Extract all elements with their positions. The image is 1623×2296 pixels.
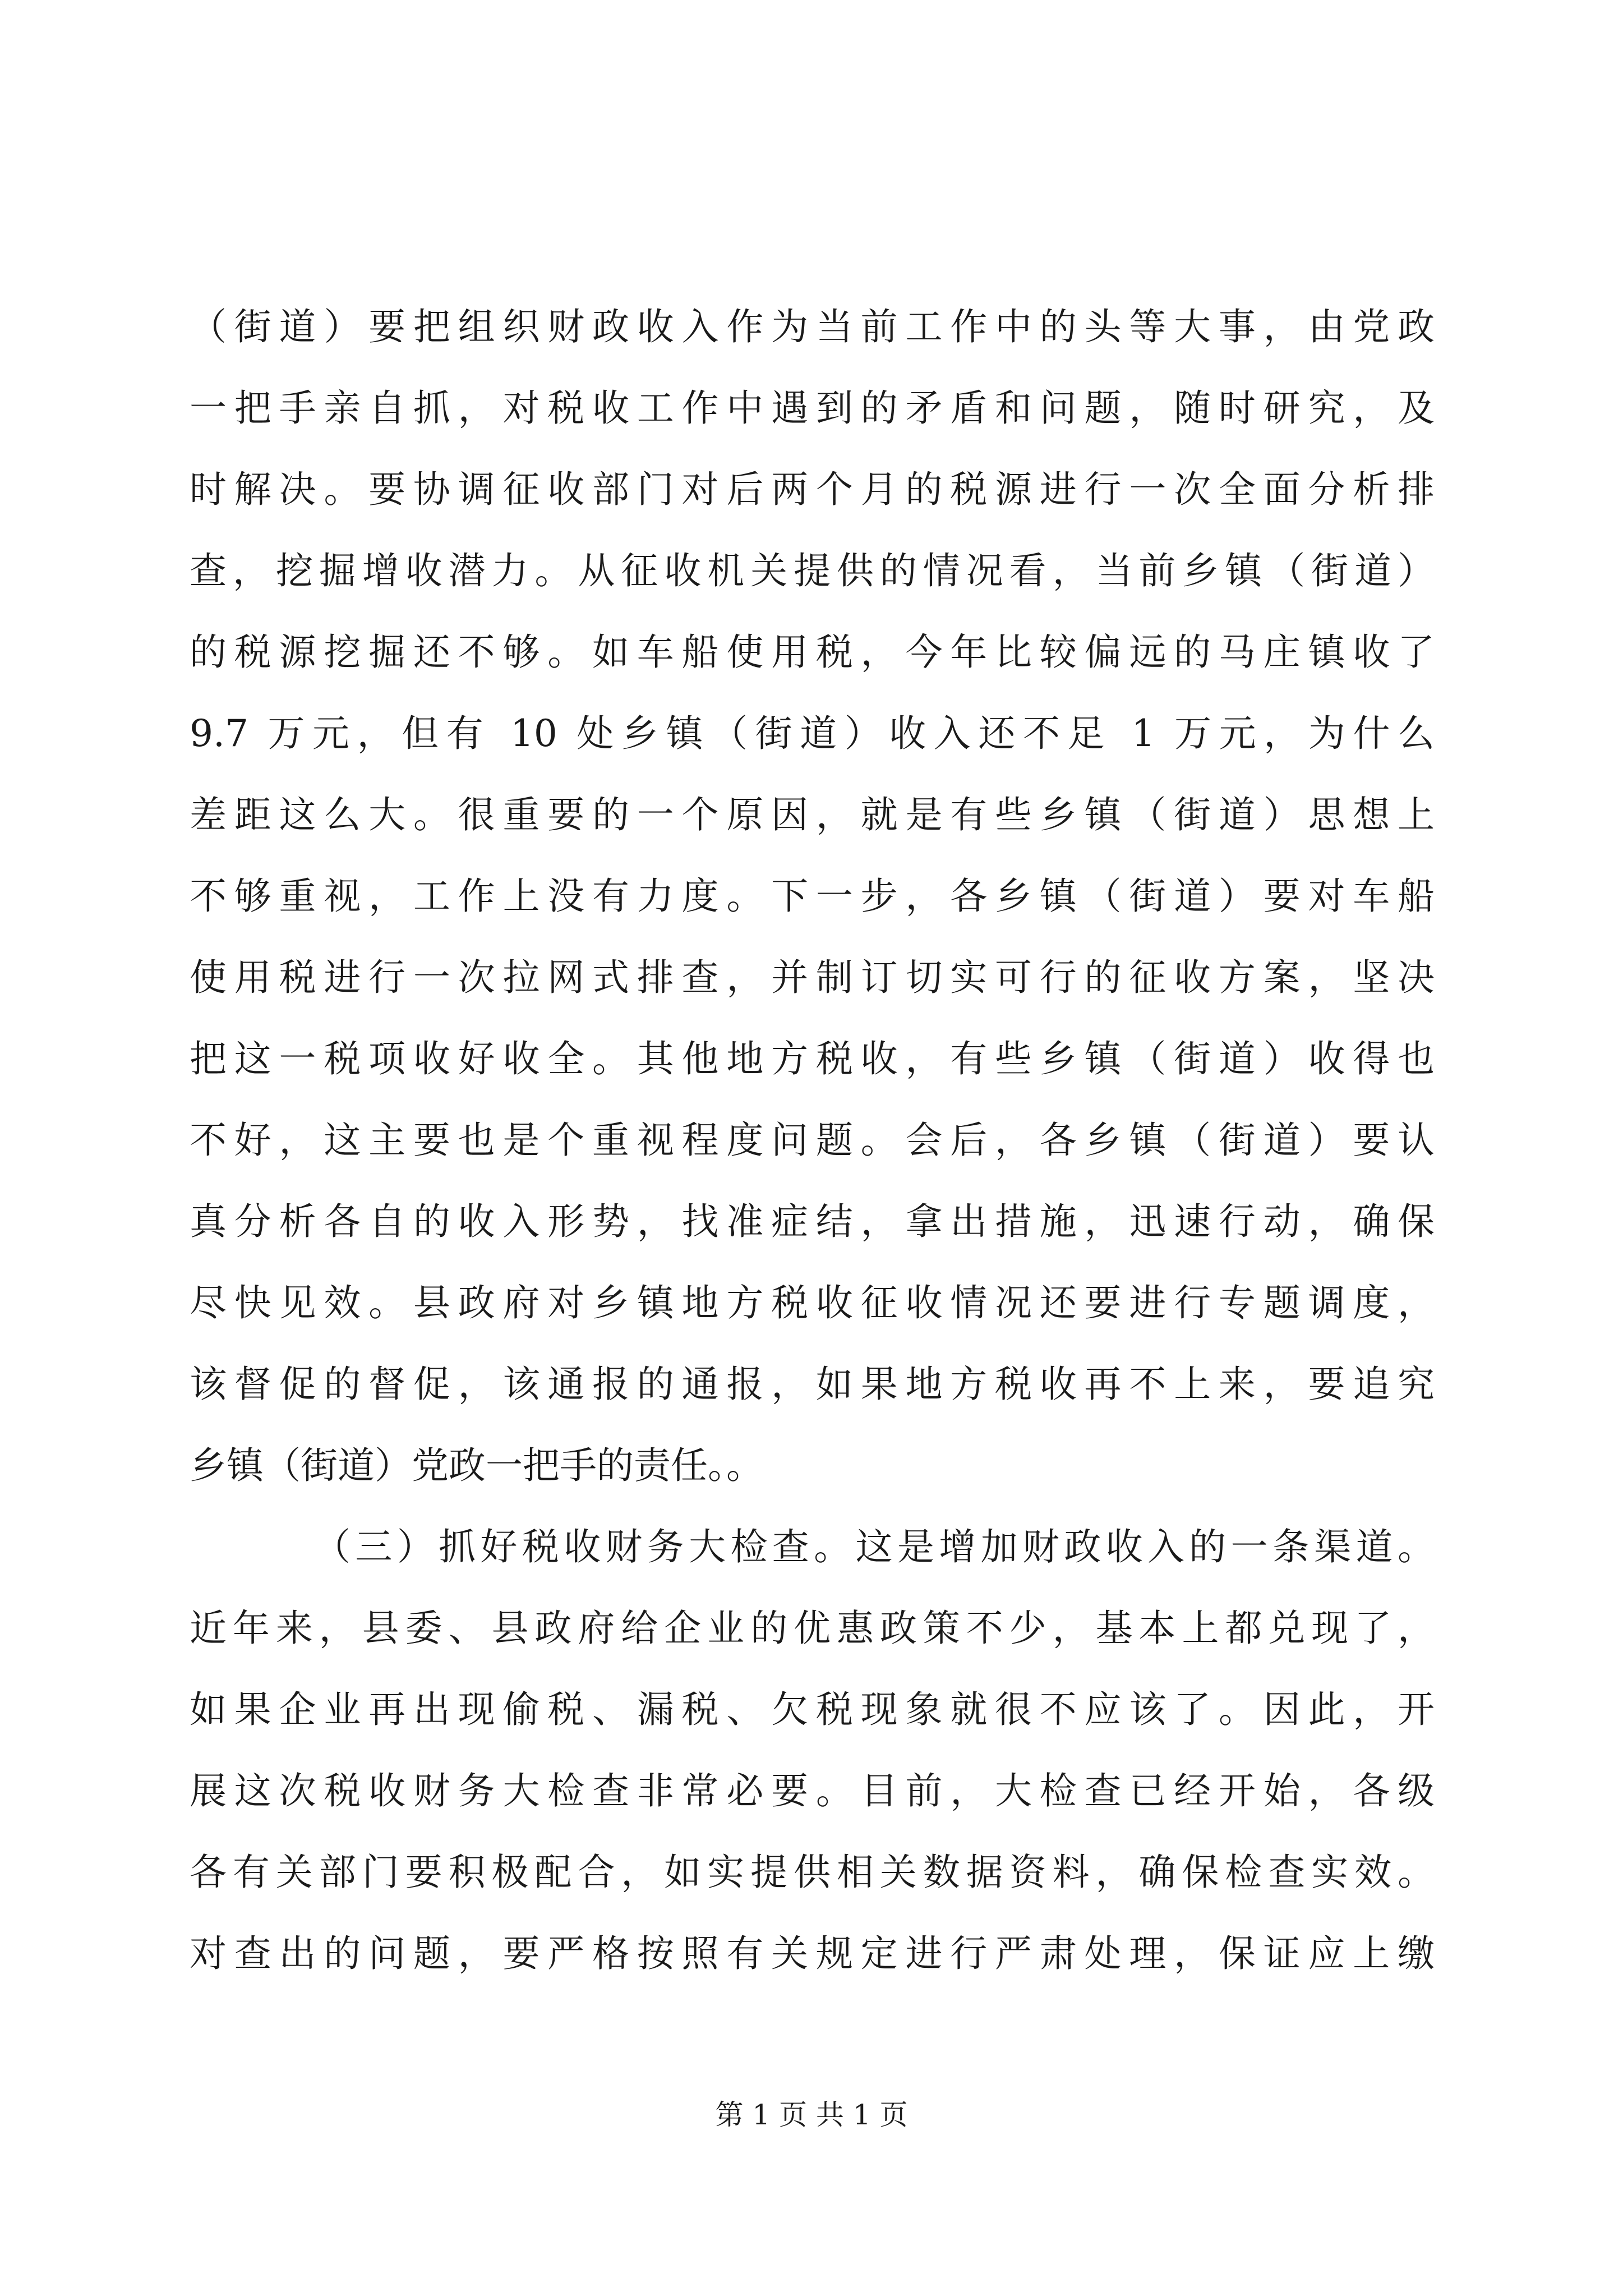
text-line: 使用税进行一次拉网式排查，并制订切实可行的征收方案，坚决 (190, 956, 1435, 999)
text-line: 时解决。要协调征收部门对后两个月的税源进行一次全面分析排 (190, 468, 1435, 511)
text-line: 不够重视，工作上没有力度。下一步，各乡镇（街道）要对车船 (190, 875, 1435, 918)
text-line: 尽快见效。县政府对乡镇地方税收征收情况还要进行专题调度， (190, 1281, 1435, 1324)
text-line: 不好，这主要也是个重视程度问题。会后，各乡镇（街道）要认 (190, 1119, 1435, 1162)
text-line: 该督促的督促，该通报的通报，如果地方税收再不上来，要追究 (190, 1363, 1435, 1406)
text-line: 9.7 万元，但有 10 处乡镇（街道）收入还不足 1 万元，为什么 (190, 712, 1435, 755)
document-body (190, 286, 1435, 1994)
page-footer (0, 2098, 1623, 2132)
text-line: 乡镇（街道）党政一把手的责任。。 (190, 1444, 763, 1487)
text-line: 差距这么大。很重要的一个原因，就是有些乡镇（街道）思想上 (190, 793, 1435, 836)
text-line: （街道）要把组织财政收入作为当前工作中的头等大事，由党政 (190, 305, 1435, 348)
text-line: 如果企业再出现偷税、漏税、欠税现象就很不应该了。因此，开 (190, 1688, 1435, 1731)
text-line: 的税源挖掘还不够。如车船使用税，今年比较偏远的马庄镇收了 (190, 631, 1435, 674)
text-line: 查，挖掘增收潜力。从征收机关提供的情况看，当前乡镇（街道） (190, 549, 1435, 592)
text-line: 真分析各自的收入形势，找准症结，拿出措施，迅速行动，确保 (190, 1200, 1435, 1243)
page-number: 第 1 页 共 1 页 (715, 2099, 908, 2131)
text-line: 各有关部门要积极配合，如实提供相关数据资料，确保检查实效。 (190, 1851, 1435, 1894)
text-line: 展这次税收财务大检查非常必要。目前，大检查已经开始，各级 (190, 1769, 1435, 1812)
text-line: 一把手亲自抓，对税收工作中遇到的矛盾和问题，随时研究，及 (190, 386, 1435, 430)
text-line: 近年来，县委、县政府给企业的优惠政策不少，基本上都兑现了， (190, 1607, 1435, 1650)
section-heading-line: （三）抓好税收财务大检查。这是增加财政收入的一条渠道。 (313, 1525, 1435, 1568)
text-line: 对查出的问题，要严格按照有关规定进行严肃处理，保证应上缴 (190, 1932, 1435, 1975)
text-line: 把这一税项收好收全。其他地方税收，有些乡镇（街道）收得也 (190, 1037, 1435, 1080)
